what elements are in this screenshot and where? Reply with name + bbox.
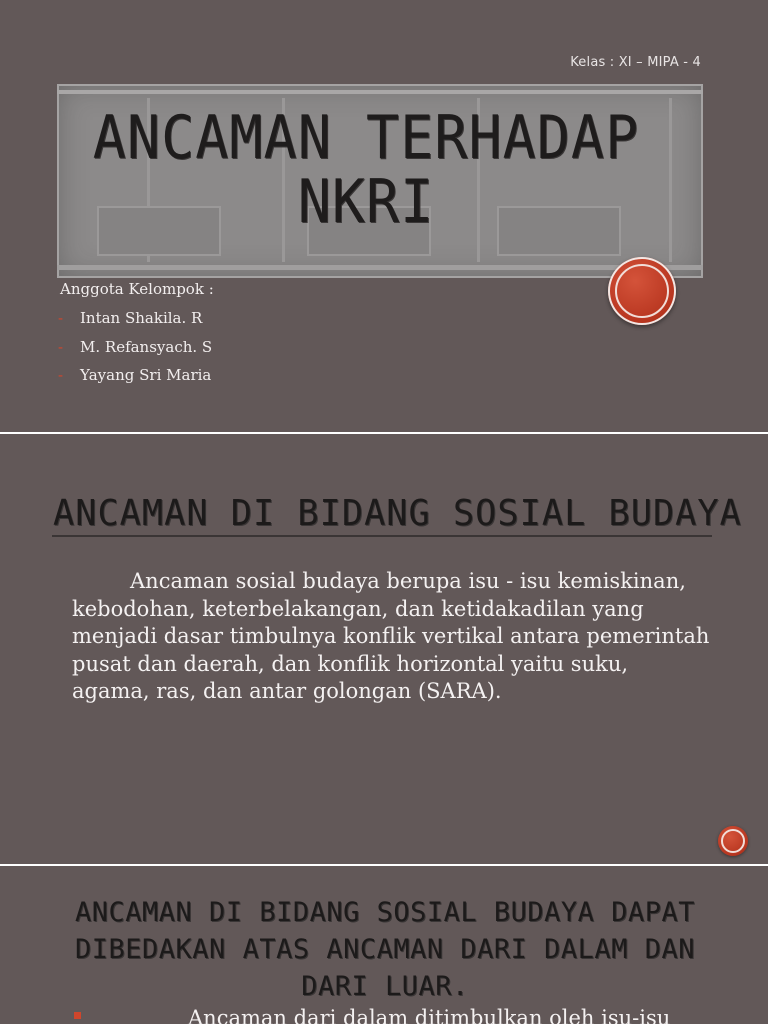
title-slide xyxy=(0,0,768,432)
members-heading: Anggota Kelompok : xyxy=(60,280,214,298)
member-name: M. Refansyach. S xyxy=(80,338,213,356)
content-slide xyxy=(0,434,768,864)
dash-bullet-icon: - xyxy=(58,338,64,356)
list-item xyxy=(58,366,211,384)
slide-paragraph: Ancaman sosial budaya berupa isu - isu kemiskinan, kebodohan, keterbelakangan, dan ketidakadilan yang menjadi dasar timbulnya konflik vertikal antara pemerintah pusat dan daerah, dan konflik horizontal yaitu suku, agama, ras, dan antar golongan (SARA). xyxy=(72,569,710,703)
heading-underline xyxy=(52,535,712,537)
square-bullet-icon xyxy=(74,1012,81,1019)
content-slide xyxy=(0,866,768,1024)
class-label: Kelas : XI – MIPA - 4 xyxy=(570,55,701,70)
slide-paragraph: Ancaman dari dalam ditimbulkan oleh isu-isu xyxy=(188,1006,671,1024)
list-item xyxy=(58,338,212,356)
slide-title: ANCAMAN TERHADAP NKRI xyxy=(92,103,640,237)
member-name: Intan Shakila. R xyxy=(80,309,203,327)
dash-bullet-icon: - xyxy=(58,366,64,384)
red-circle-icon xyxy=(608,257,676,325)
slide-heading: ANCAMAN DI BIDANG SOSIAL BUDAYA xyxy=(53,493,742,534)
dash-bullet-icon: - xyxy=(58,309,64,327)
slide-heading: ANCAMAN DI BIDANG SOSIAL BUDAYA DAPAT DIBEDAKAN ATAS ANCAMAN DARI DALAM DAN DARI LUAR. xyxy=(75,897,695,1002)
list-item xyxy=(58,309,202,327)
red-circle-icon xyxy=(718,826,748,856)
member-name: Yayang Sri Maria xyxy=(80,366,212,384)
banner-pillar xyxy=(669,98,672,262)
title-banner xyxy=(57,84,703,278)
